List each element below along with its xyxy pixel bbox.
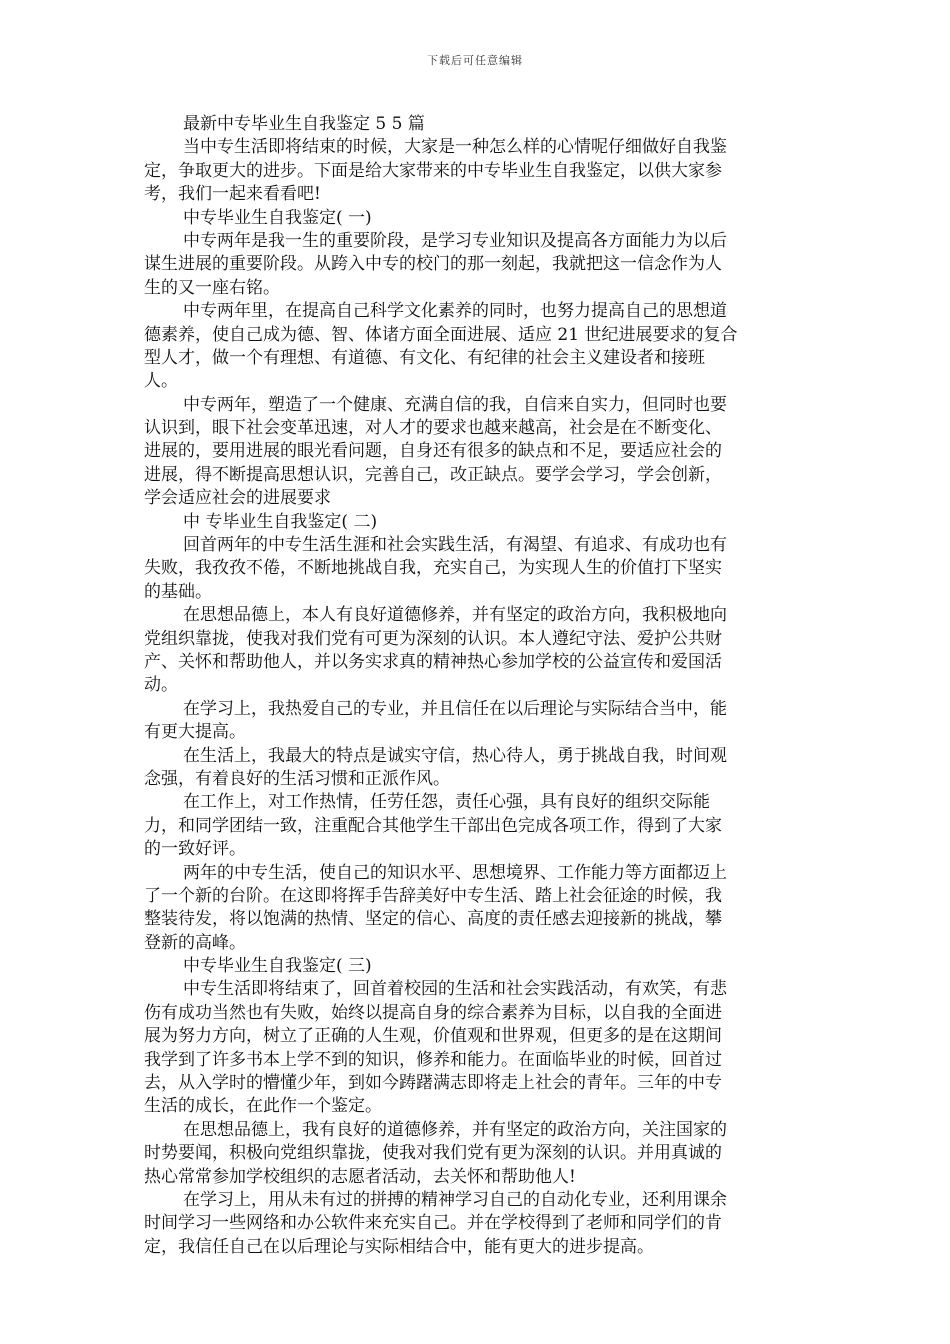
document-body [144, 113, 806, 1259]
document-line: 的一致好评。 [144, 839, 246, 860]
document-line: 进展的，要用进展的眼光看问题，自身还有很多的缺点和不足，要适应社会的 [144, 441, 722, 462]
document-line: 热心常常参加学校组织的志愿者活动，去关怀和帮助他人! [144, 1166, 576, 1187]
document-line: 中专两年，塑造了一个健康、充满自信的我，自信来自实力，但同时也要 [183, 394, 727, 415]
document-line: 进展，得不断提高思想认识，完善自己，改正缺点。要学会学习，学会创新， [144, 464, 722, 485]
document-line: 我学到了许多书本上学不到的知识，修养和能力。在面临毕业的时候，回首过 [144, 1049, 722, 1070]
document-line: 中专生活即将结束了，回首着校园的生活和社会实践活动，有欢笑，有悲 [183, 979, 727, 1000]
document-line: 考，我们一起来看看吧! [144, 184, 321, 205]
document-line: 生的又一座右铭。 [144, 277, 280, 298]
document-line: 在生活上，我最大的特点是诚实守信，热心待人，勇于挑战自我，时间观 [183, 745, 727, 766]
document-line: 在思想品德上，我有良好的道德修养，并有坚定的政治方向，关注国家的 [183, 1119, 727, 1140]
document-line: 展为努力方向，树立了正确的人生观，价值观和世界观，但更多的是在这期间 [144, 1026, 722, 1047]
document-line: 登新的高峰。 [144, 932, 246, 953]
document-line: 中专两年是我一生的重要阶段，是学习专业知识及提高各方面能力为以后 [183, 230, 727, 251]
document-line: 在思想品德上，本人有良好道德修养，并有坚定的政治方向，我积极地向 [183, 605, 727, 626]
document-line: 时间学习一些网络和办公软件来充实自己。并在学校得到了老师和同学们的肯 [144, 1213, 722, 1234]
document-line: 产、关怀和帮助他人，并以务实求真的精神热心参加学校的公益宣传和爱国活 [144, 651, 722, 672]
document-line: 时势要闻，积极向党组织靠拢，使我对我们党有更为深刻的认识。并用真诚的 [144, 1143, 722, 1164]
document-line: 伤有成功当然也有失败，始终以提高自身的综合素养为目标，以自我的全面进 [144, 1002, 722, 1023]
document-line: 最新中专毕业生自我鉴定 5 5 篇 [183, 114, 425, 134]
document-line: 中专两年里，在提高自己科学文化素养的同时，也努力提高自己的思想道 [183, 301, 727, 322]
document-line: 整装待发，将以饱满的热情、坚定的信心、高度的责任感去迎接新的挑战，攀 [144, 909, 722, 930]
document-line: 了一个新的台阶。在这即将挥手告辞美好中专生活、踏上社会征途的时候，我 [144, 885, 722, 906]
document-line: 谋生进展的重要阶段。从跨入中专的校门的那一刻起，我就把这一信念作为人 [144, 254, 722, 275]
page-header-note: 下载后可任意编辑 [427, 54, 523, 67]
document-line: 力，和同学团结一致，注重配合其他学生干部出色完成各项工作，得到了大家 [144, 815, 722, 836]
document-line: 中专毕业生自我鉴定( 三) [183, 956, 372, 977]
document-line: 人。 [144, 371, 178, 392]
document-line: 学会适应社会的进展要求 [144, 488, 331, 509]
document-line: 念强，有着良好的生活习惯和正派作风。 [144, 768, 450, 789]
document-line: 在学习上，我热爱自己的专业，并且信任在以后理论与实际结合当中，能 [183, 698, 727, 719]
document-line: 两年的中专生活，使自己的知识水平、思想境界、工作能力等方面都迈上 [183, 862, 727, 883]
document-line: 党组织靠拢，使我对我们党有可更为深刻的认识。本人遵纪守法、爱护公共财 [144, 628, 722, 649]
document-line: 当中专生活即将结束的时候，大家是一种怎么样的心情呢仔细做好自我鉴 [183, 137, 727, 158]
document-line: 定，争取更大的进步。下面是给大家带来的中专毕业生自我鉴定，以供大家参 [144, 160, 722, 181]
document-line: 定，我信任自己在以后理论与实际相结合中，能有更大的进步提高。 [144, 1236, 654, 1257]
document-line: 有更大提高。 [144, 722, 246, 743]
document-line: 回首两年的中专生活生涯和社会实践生活，有渴望、有追求、有成功也有 [183, 535, 727, 556]
document-line: 的基础。 [144, 581, 212, 602]
document-line: 在学习上，用从未有过的拼搏的精神学习自己的自动化专业，还利用课余 [183, 1189, 727, 1210]
document-line: 中 专毕业生自我鉴定( 二) [183, 511, 378, 532]
document-line: 德素养，使自己成为德、智、体诸方面全面进展、适应 21 世纪进展要求的复合 [144, 324, 738, 345]
document-line: 动。 [144, 675, 178, 696]
document-line: 在工作上，对工作热情，任劳任怨，责任心强，具有良好的组织交际能 [183, 792, 710, 813]
document-line: 中专毕业生自我鉴定( 一) [183, 207, 372, 228]
document-line: 失败，我孜孜不倦，不断地挑战自我，充实自己，为实现人生的价值打下坚实 [144, 558, 722, 579]
document-line: 生活的成长，在此作一个鉴定。 [144, 1096, 382, 1117]
document-line: 型人才，做一个有理想、有道德、有文化、有纪律的社会主义建设者和接班 [144, 347, 705, 368]
document-line: 去，从入学时的懵懂少年，到如今踌躇满志即将走上社会的青年。三年的中专 [144, 1073, 722, 1094]
document-line: 认识到，眼下社会变革迅速，对人才的要求也越来越高，社会是在不断变化、 [144, 418, 722, 439]
